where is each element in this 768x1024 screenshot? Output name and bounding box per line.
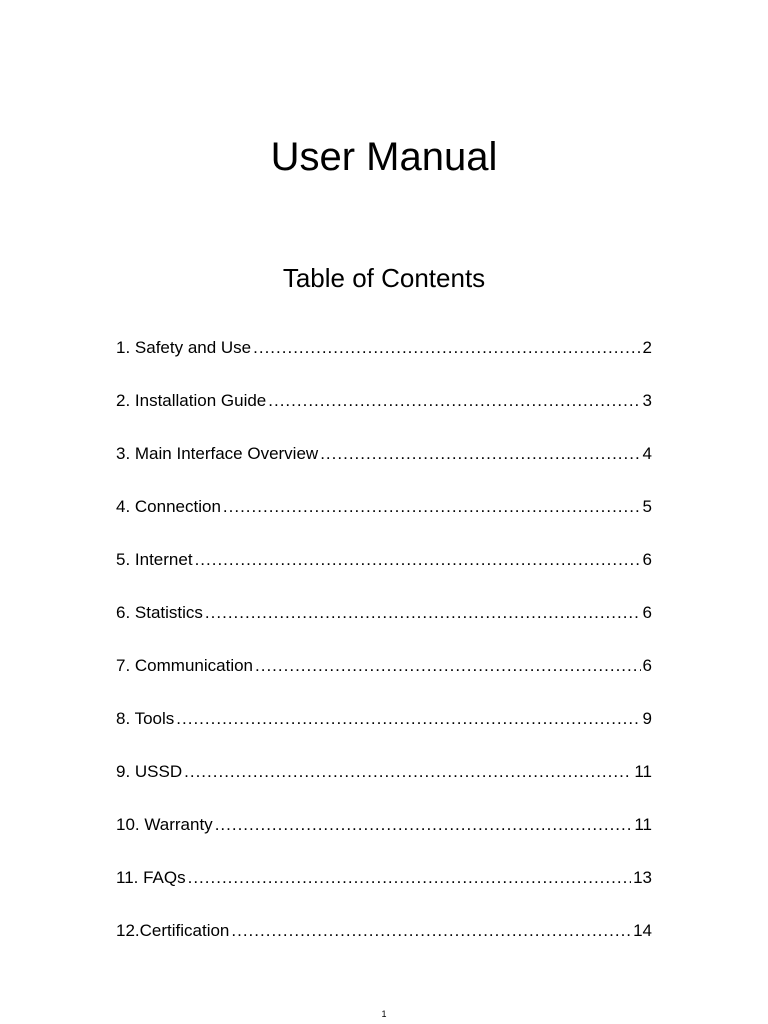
toc-entry-label: 10. Warranty bbox=[116, 815, 213, 834]
toc-entry[interactable] bbox=[116, 600, 652, 653]
toc-entry-label: 2. Installation Guide bbox=[116, 391, 267, 410]
toc-entry-page: 6 bbox=[642, 656, 652, 675]
toc-leader-dots bbox=[231, 918, 631, 944]
toc-entry-label: 11. FAQs bbox=[116, 868, 186, 887]
toc-leader-dots bbox=[195, 547, 641, 573]
toc-entry[interactable] bbox=[116, 918, 652, 971]
toc-entry-label: 7. Communication bbox=[116, 656, 254, 675]
toc-entry-label: 12.Certification bbox=[116, 921, 230, 940]
toc-entry-page: 5 bbox=[642, 497, 652, 516]
toc-leader-dots bbox=[253, 335, 640, 361]
toc-leader-dots bbox=[215, 812, 633, 838]
toc-entry-page: 13 bbox=[633, 868, 652, 887]
toc-entry[interactable] bbox=[116, 547, 652, 600]
toc-entry-page: 2 bbox=[642, 338, 652, 357]
toc-entry-label: 8. Tools bbox=[116, 709, 175, 728]
toc-entry[interactable] bbox=[116, 441, 652, 494]
toc-entry[interactable] bbox=[116, 388, 652, 441]
toc-entry-label: 4. Connection bbox=[116, 497, 221, 516]
toc-entry-page: 11 bbox=[634, 815, 652, 834]
toc-entry-label: 3. Main Interface Overview bbox=[116, 444, 319, 463]
toc-entry-page: 14 bbox=[633, 921, 652, 940]
toc-entry-page: 9 bbox=[642, 709, 652, 728]
toc-entry[interactable] bbox=[116, 812, 652, 865]
toc-entry-page: 4 bbox=[642, 444, 652, 463]
footer-page-number: 1 bbox=[381, 1009, 387, 1019]
toc-leader-dots bbox=[255, 653, 641, 679]
toc-entry-page: 11 bbox=[634, 762, 652, 781]
toc-entry[interactable] bbox=[116, 759, 652, 812]
toc-entry-label: 5. Internet bbox=[116, 550, 193, 569]
toc-entry[interactable] bbox=[116, 494, 652, 547]
toc-entry-page: 6 bbox=[642, 603, 652, 622]
toc-entry-label: 9. USSD bbox=[116, 762, 183, 781]
toc-entry-label: 6. Statistics bbox=[116, 603, 203, 622]
toc-leader-dots bbox=[320, 441, 640, 467]
toc-entry-label: 1. Safety and Use bbox=[116, 338, 252, 357]
toc-entry[interactable] bbox=[116, 653, 652, 706]
table-of-contents bbox=[116, 335, 652, 971]
toc-leader-dots bbox=[268, 388, 640, 414]
page-title: User Manual bbox=[270, 134, 498, 179]
toc-leader-dots bbox=[223, 494, 641, 520]
toc-leader-dots bbox=[188, 865, 631, 891]
toc-leader-dots bbox=[184, 759, 632, 785]
toc-heading: Table of Contents bbox=[282, 262, 486, 293]
toc-entry[interactable] bbox=[116, 865, 652, 918]
toc-entry-page: 3 bbox=[642, 391, 652, 410]
toc-entry[interactable] bbox=[116, 706, 652, 759]
toc-entry[interactable] bbox=[116, 335, 652, 388]
toc-leader-dots bbox=[176, 706, 640, 732]
toc-entry-page: 6 bbox=[642, 550, 652, 569]
toc-leader-dots bbox=[205, 600, 641, 626]
